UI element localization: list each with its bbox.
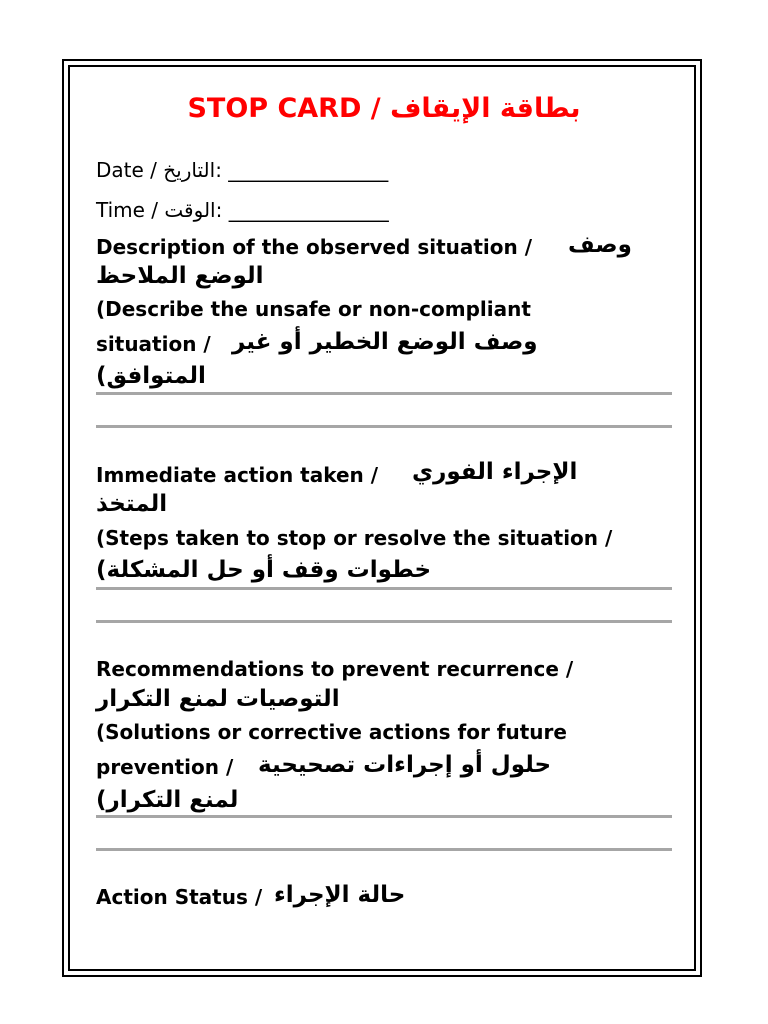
action-heading-en: Immediate action taken / bbox=[96, 463, 379, 487]
description-hint-en-1: (Describe the unsafe or non-compliant bbox=[96, 297, 531, 321]
recommendations-heading-en: Recommendations to prevent recurrence / bbox=[96, 657, 574, 681]
action-hint-ar: خطوات وقف أو حل المشكلة) bbox=[96, 557, 432, 583]
action-heading-ar-2: المتخذ bbox=[96, 491, 168, 517]
recommendations-hint-ar-2: لمنع التكرار) bbox=[96, 787, 239, 813]
recommendations-hint-ar-1: حلول أو إجراءات تصحيحية bbox=[258, 752, 552, 778]
action-answer-line-2[interactable] bbox=[96, 620, 672, 623]
card-title: STOP CARD / بطاقة الإيقاف bbox=[187, 93, 581, 124]
recommendations-hint-en-1: (Solutions or corrective actions for future bbox=[96, 720, 567, 744]
action-answer-line-1[interactable] bbox=[96, 587, 672, 590]
status-heading-ar: حالة الإجراء bbox=[274, 882, 406, 908]
recommendations-answer-line-2[interactable] bbox=[96, 848, 672, 851]
description-hint-en-2: situation / bbox=[96, 332, 211, 356]
time-field[interactable]: Time / الوقت: ________________ bbox=[96, 198, 389, 222]
description-hint-ar-2: المتوافق) bbox=[96, 363, 206, 389]
action-heading-ar-1: الإجراء الفوري bbox=[412, 459, 578, 485]
description-answer-line-2[interactable] bbox=[96, 425, 672, 428]
recommendations-answer-line-1[interactable] bbox=[96, 815, 672, 818]
date-field[interactable]: Date / التاريخ: ________________ bbox=[96, 158, 389, 182]
description-heading-ar-2: الوضع الملاحظ bbox=[96, 263, 264, 289]
description-heading-ar-1: وصف bbox=[568, 232, 632, 258]
description-answer-line-1[interactable] bbox=[96, 392, 672, 395]
description-hint-ar-1: وصف الوضع الخطير أو غير bbox=[232, 329, 538, 355]
description-heading-en: Description of the observed situation / bbox=[96, 235, 533, 259]
status-heading-en: Action Status / bbox=[96, 885, 263, 909]
recommendations-heading-ar: التوصيات لمنع التكرار bbox=[96, 686, 340, 712]
action-hint-en: (Steps taken to stop or resolve the situation / bbox=[96, 526, 613, 550]
recommendations-hint-en-2: prevention / bbox=[96, 755, 234, 779]
